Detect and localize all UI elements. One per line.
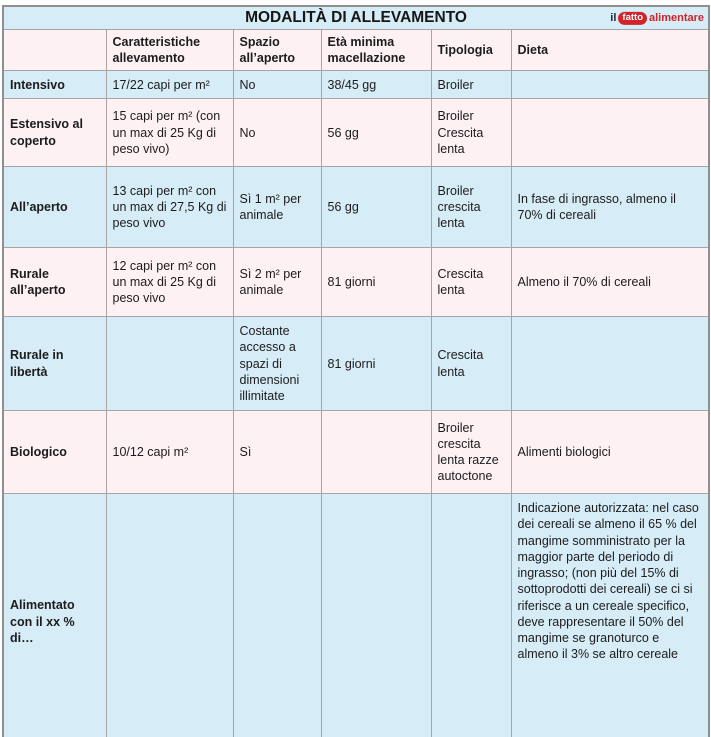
cell-dieta (511, 317, 709, 411)
column-header-empty (3, 30, 106, 71)
cell-tipologia: Crescita lenta (431, 317, 511, 411)
logo-text-il: il (610, 11, 617, 24)
column-header-caratteristiche: Caratteristiche allevamento (106, 30, 233, 71)
cell-spazio: Sì (233, 411, 321, 494)
cell-dieta: In fase di ingrasso, almeno il 70% di cereali (511, 167, 709, 248)
cell-tipologia: Broiler crescita lenta (431, 167, 511, 248)
table-header-row (3, 30, 709, 71)
table-row-alimentato (3, 494, 709, 737)
cell-caratteristiche: 12 capi per m² con un max di 25 Kg di peso vivo (106, 248, 233, 317)
row-label: Intensivo (3, 71, 106, 99)
row-label: Rurale all’aperto (3, 248, 106, 317)
cell-tipologia: Crescita lenta (431, 248, 511, 317)
cell-spazio: Sì 2 m² per animale (233, 248, 321, 317)
cell-caratteristiche: 10/12 capi m² (106, 411, 233, 494)
table-title-cell (3, 6, 709, 30)
row-label: Rurale in libertà (3, 317, 106, 411)
row-label: Biologico (3, 411, 106, 494)
column-header-eta: Età minima macellazione (321, 30, 431, 71)
table-row-rurale-allaperto (3, 248, 709, 317)
cell-eta: 56 gg (321, 167, 431, 248)
row-label: Alimentato con il xx % di… (3, 494, 106, 737)
cell-caratteristiche: 17/22 capi per m² (106, 71, 233, 99)
cell-caratteristiche (106, 317, 233, 411)
cell-dieta (511, 99, 709, 167)
cell-dieta (511, 71, 709, 99)
cell-eta: 81 giorni (321, 248, 431, 317)
cell-dieta: Almeno il 70% di cereali (511, 248, 709, 317)
row-label: Estensivo al coperto (3, 99, 106, 167)
cell-caratteristiche: 13 capi per m² con un max di 27,5 Kg di peso vivo (106, 167, 233, 248)
cell-eta: 38/45 gg (321, 71, 431, 99)
logo-text-alimentare: alimentare (649, 11, 705, 24)
column-header-spazio: Spazio all’aperto (233, 30, 321, 71)
table-row-biologico (3, 411, 709, 494)
table-row-estensivo (3, 99, 709, 167)
table-row-rurale-liberta (3, 317, 709, 411)
table-row-allaperto (3, 167, 709, 248)
cell-tipologia: Broiler crescita lenta razze autoctone (431, 411, 511, 494)
page-title: MODALITÀ DI ALLEVAMENTO (245, 9, 467, 26)
cell-dieta: Alimenti biologici (511, 411, 709, 494)
cell-spazio (233, 494, 321, 737)
cell-eta (321, 411, 431, 494)
cell-caratteristiche (106, 494, 233, 737)
cell-tipologia: Broiler (431, 71, 511, 99)
table-row-intensivo (3, 71, 709, 99)
logo-badge-fatto: fatto (618, 12, 647, 25)
cell-eta: 56 gg (321, 99, 431, 167)
cell-eta (321, 494, 431, 737)
cell-tipologia (431, 494, 511, 737)
row-label: All’aperto (3, 167, 106, 248)
column-header-tipologia: Tipologia (431, 30, 511, 71)
cell-spazio: Sì 1 m² per animale (233, 167, 321, 248)
il-fatto-alimentare-logo (610, 11, 704, 25)
cell-caratteristiche: 15 capi per m² (con un max di 25 Kg di peso vivo) (106, 99, 233, 167)
allevamento-table (2, 5, 710, 737)
cell-eta: 81 giorni (321, 317, 431, 411)
cell-spazio: No (233, 99, 321, 167)
cell-spazio: No (233, 71, 321, 99)
column-header-dieta: Dieta (511, 30, 709, 71)
table-title-row (3, 6, 709, 30)
cell-spazio: Costante accesso a spazi di dimensioni illimitate (233, 317, 321, 411)
cell-dieta: Indicazione autorizzata: nel caso dei cereali se almeno il 65 % del mangime somministrato per la maggior parte del periodo di ingrasso; (non più del 15% di sottoprodotti dei cereali) se ci si riferisce a un cereale specifico, deve rappresentare il 50% del mangime se granoturco e almeno il 3% se altro cereale (511, 494, 709, 737)
cell-tipologia: Broiler Crescita lenta (431, 99, 511, 167)
